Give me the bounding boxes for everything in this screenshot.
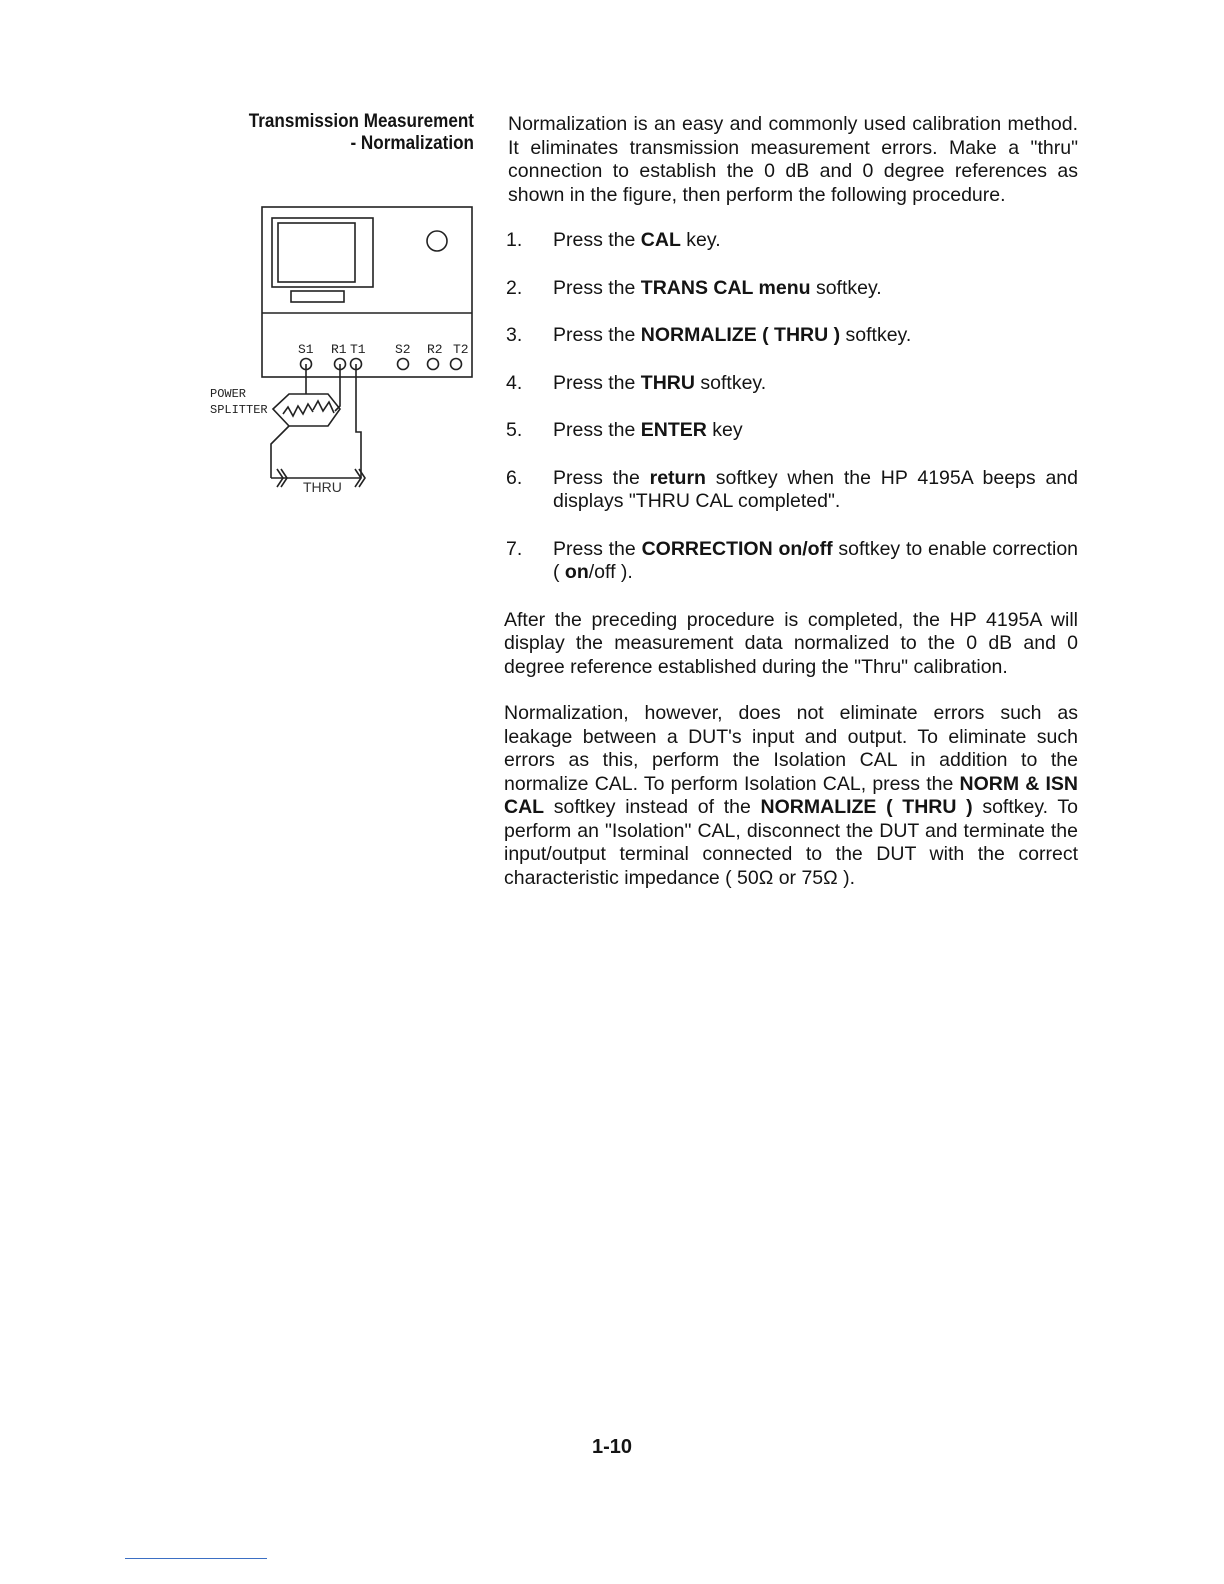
step-key: TRANS CAL menu [640, 276, 811, 299]
procedure-step [504, 467, 1078, 514]
bottom-rule [125, 1558, 267, 1559]
step-text: softkey when the HP 4195A beeps and displays "THRU CAL completed". [553, 466, 1078, 512]
power-splitter [273, 394, 340, 426]
step-number: 4. [506, 371, 523, 394]
thru-connection-diagram [205, 200, 480, 500]
step-text: Press the [553, 276, 641, 299]
heading-line-2: - Normalization [350, 133, 474, 154]
step-number: 5. [506, 419, 523, 441]
isolation-paragraph [504, 702, 1078, 890]
step-key: ENTER [640, 419, 707, 441]
procedure-step [504, 538, 1078, 585]
step-number: 7. [506, 537, 523, 560]
step-key: CORRECTION on/off [641, 537, 833, 560]
step-text: Press the [553, 324, 641, 346]
step-number: 3. [506, 324, 523, 346]
procedure-step [504, 324, 1078, 348]
splitter-resistor-b [313, 401, 334, 413]
port-r2 [428, 359, 439, 370]
cable-t1 [356, 364, 361, 478]
step-number: 1. [506, 229, 523, 251]
port-label-t1: T1 [350, 342, 366, 357]
step-text: /off ). [588, 561, 633, 583]
heading-line-1: Transmission Measurement [248, 111, 474, 132]
step-text: Press the [553, 466, 650, 489]
intro-paragraph: Normalization is an easy and commonly used calibration method. It eliminates transmission measurement errors. Make a "thru" connection to establish the 0 dB and 0 degree references as shown in the figure, then perform the following procedure. [508, 113, 1078, 206]
floppy-slot [291, 291, 344, 302]
port-t2 [451, 359, 462, 370]
procedure-step [504, 419, 1078, 443]
procedure-steps [504, 229, 1078, 585]
splitter-label-2: SPLITTER [210, 403, 268, 417]
procedure-step [504, 229, 1078, 253]
paragraph-text: softkey. To perform an "Isolation" CAL, disconnect the DUT and terminate the input/output terminal connected to the DUT with the correct characteristic impedance ( 50Ω or 75Ω ). [504, 796, 1078, 889]
step-text: softkey. [840, 324, 912, 346]
after-paragraph: After the preceding procedure is completed, the HP 4195A will display the measurement data normalized to the 0 dB and 0 degree reference established during the "Thru" calibration. [504, 608, 1078, 678]
step-text: Press the [553, 537, 642, 560]
analyzer-knob [427, 231, 447, 251]
port-label-s2: S2 [395, 342, 411, 357]
splitter-resistor-a [283, 404, 313, 416]
paragraph-text: Normalization, however, does not eliminate errors such as leakage between a DUT's input and output. To eliminate such errors as this, perform the Isolation CAL in addition to the normalize CAL. To perform Isolation CAL, press the [504, 702, 1078, 795]
page-number: 1-10 [591, 1436, 633, 1458]
analyzer-screen-frame [272, 218, 373, 287]
port-label-s1: S1 [298, 342, 314, 357]
step-text: key. [680, 229, 721, 251]
paragraph-text: softkey instead of the [544, 796, 761, 818]
main-column [504, 113, 1078, 890]
step-text: Press the [553, 229, 641, 251]
step-number: 6. [506, 466, 523, 489]
procedure-step [504, 372, 1078, 396]
step-key: THRU [640, 371, 695, 394]
port-s2 [398, 359, 409, 370]
step-text: Press the [553, 371, 641, 394]
port-label-r1: R1 [331, 342, 347, 357]
softkey-norm-isn-cal: NORM & ISN CAL [504, 772, 1078, 818]
thru-label: THRU [303, 479, 342, 495]
cable-splitter [271, 426, 289, 478]
step-number: 2. [506, 276, 523, 299]
analyzer-screen [278, 223, 355, 282]
step-key: return [649, 466, 706, 489]
section-heading [209, 111, 474, 155]
step-key: CAL [640, 229, 681, 251]
step-text: softkey. [810, 276, 882, 299]
port-label-r2: R2 [427, 342, 443, 357]
splitter-label-1: POWER [210, 387, 247, 401]
port-label-t2: T2 [453, 342, 469, 357]
softkey-normalize-thru: NORMALIZE ( THRU ) [760, 796, 973, 818]
step-text: Press the [553, 419, 641, 441]
step-text: key [706, 419, 743, 441]
step-text: softkey. [694, 371, 767, 394]
procedure-step [504, 277, 1078, 301]
step-key: NORMALIZE ( THRU ) [640, 324, 841, 346]
step-text: softkey to enable correction ( [553, 537, 1079, 583]
step-key: on [559, 561, 589, 583]
